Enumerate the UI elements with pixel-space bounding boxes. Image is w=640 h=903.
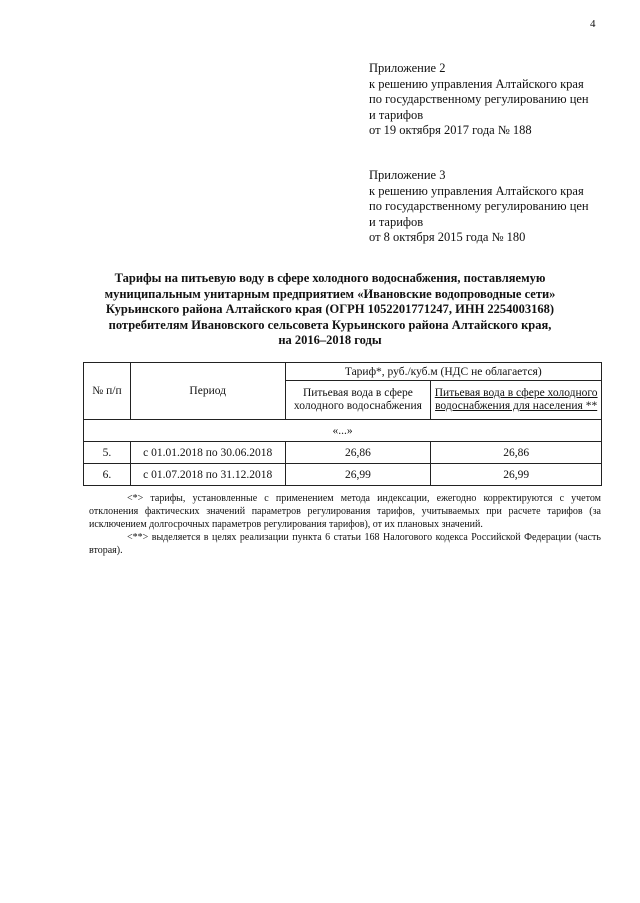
title-line: на 2016–2018 годы <box>278 333 382 347</box>
cell-water-population: 26,86 <box>431 442 602 464</box>
appendix-2-line: по государственному регулированию цен <box>369 92 589 106</box>
appendix-3-line: Приложение 3 <box>369 168 446 182</box>
title-line: потребителям Ивановского сельсовета Курьинского района Алтайского края, <box>108 317 552 332</box>
cell-period: с 01.07.2018 по 31.12.2018 <box>130 464 285 486</box>
appendix-3-line: к решению управления Алтайского края <box>369 183 584 198</box>
appendix-3-line: по государственному регулированию цен <box>369 199 589 213</box>
table-row <box>84 442 602 464</box>
title-line: муниципальным унитарным предприятием «Ивановские водопроводные сети» <box>104 286 556 301</box>
header-period: Период <box>130 363 285 420</box>
tariff-table <box>83 362 602 486</box>
cell-water: 26,99 <box>285 464 431 486</box>
cell-water-population: 26,99 <box>431 464 602 486</box>
cell-period: с 01.01.2018 по 30.06.2018 <box>130 442 285 464</box>
appendix-3-line: от 8 октября 2015 года № 180 <box>369 230 526 244</box>
title-line: Курьинского района Алтайского края (ОГРН 1052201771247, ИНН 2254003168) <box>105 302 555 316</box>
appendix-2-header <box>369 61 589 139</box>
header-water-population <box>431 381 602 420</box>
cell-number: 6. <box>84 464 131 486</box>
appendix-3-line: и тарифов <box>369 214 424 229</box>
footnote-2: <**> выделяется в целях реализации пункта 6 статьи 168 Налогового кодекса Российской Федерации (часть вторая). <box>89 532 601 556</box>
appendix-2-line: Приложение 2 <box>369 61 446 75</box>
header-water: Питьевая вода в сфере холодного водоснабжения <box>285 381 431 420</box>
appendix-2-line: от 19 октября 2017 года № 188 <box>369 123 532 137</box>
appendix-2-line: и тарифов <box>369 107 424 122</box>
appendix-3-header <box>369 168 589 246</box>
header-water-population-text: Питьевая вода в сфере холодного водоснабжения для населения ** <box>434 387 598 412</box>
appendix-2-line: к решению управления Алтайского края <box>369 76 584 91</box>
document-title <box>80 271 580 349</box>
table-row <box>84 464 602 486</box>
ellipsis-cell: «...» <box>84 420 602 442</box>
footnote-1: <*> тарифы, установленные с применением метода индексации, ежегодно корректируются с учетом отклонения фактических значений параметров регулирования тарифов, учитываемых при расчете тарифов (за исключением долгосрочных параметров регулирования тарифов), от их плановых значений. <box>89 493 601 530</box>
ellipsis-row <box>84 420 602 442</box>
header-tariff: Тариф*, руб./куб.м (НДС не облагается) <box>285 363 601 381</box>
title-line: Тарифы на питьевую воду в сфере холодного водоснабжения, поставляемую <box>114 271 546 285</box>
footnotes <box>89 492 601 557</box>
cell-number: 5. <box>84 442 131 464</box>
header-number: № п/п <box>84 363 131 420</box>
page-number: 4 <box>590 18 596 30</box>
cell-water: 26,86 <box>285 442 431 464</box>
